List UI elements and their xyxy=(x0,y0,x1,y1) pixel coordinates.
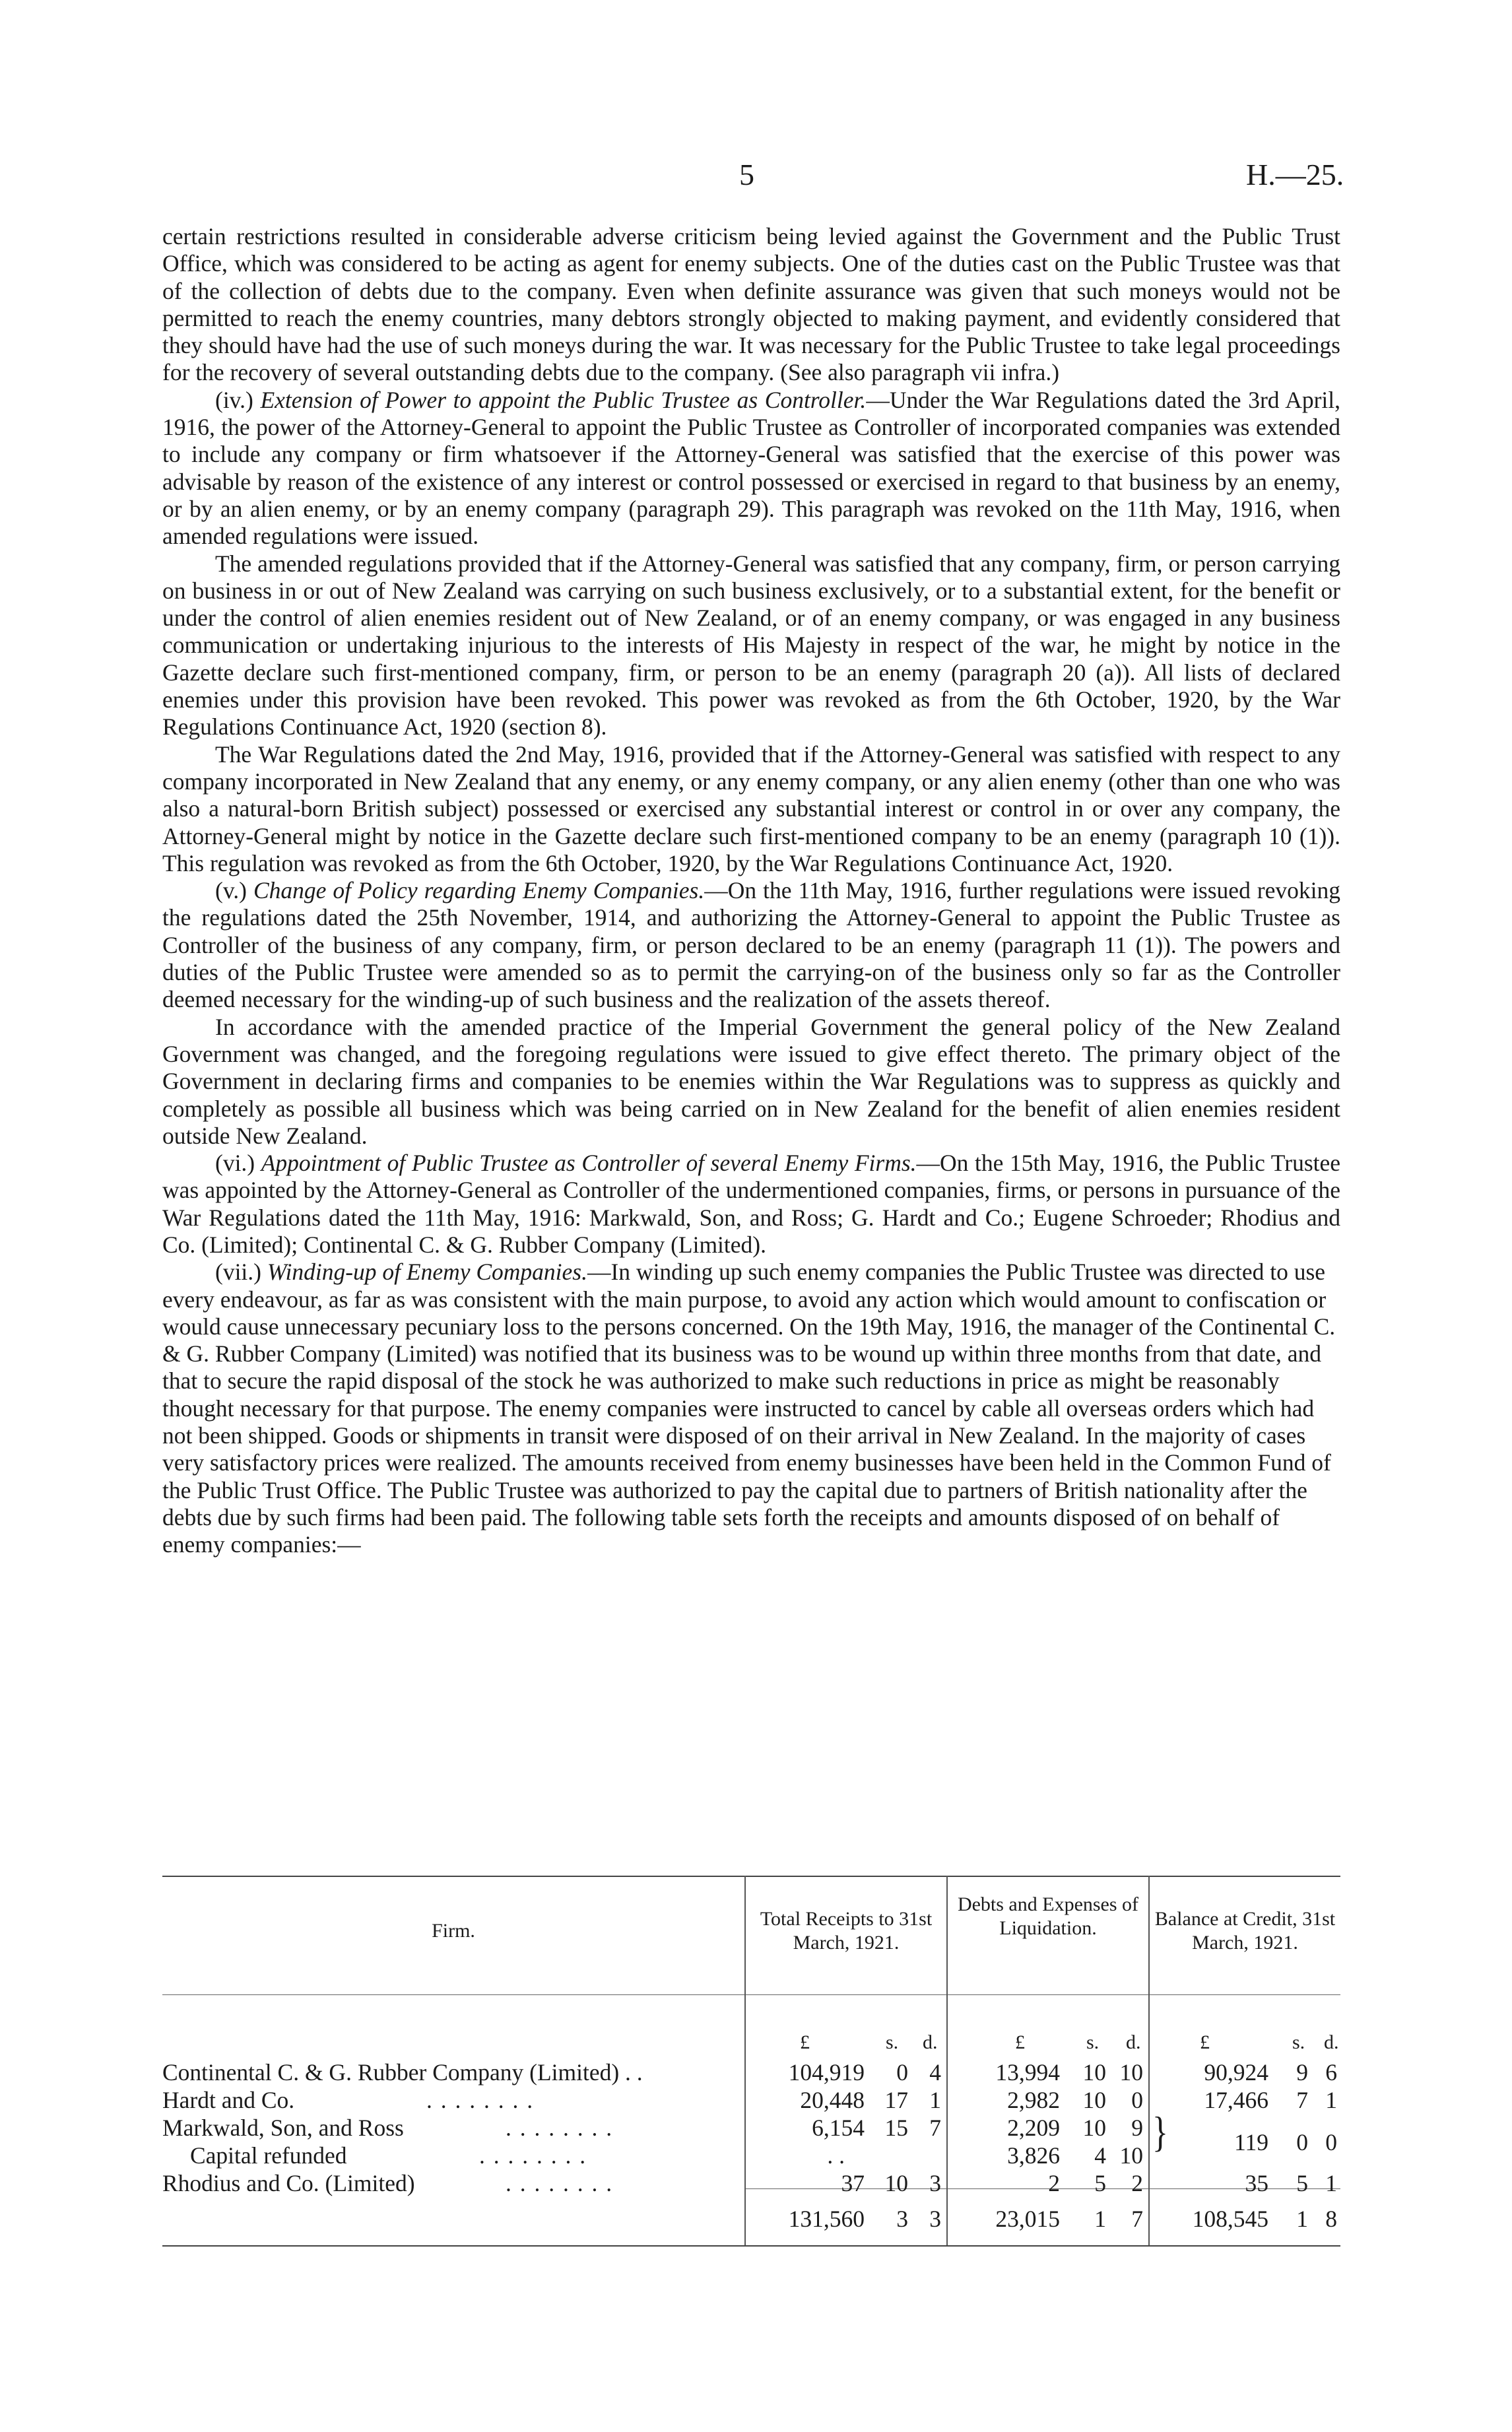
total-receipts-shillings: 3 xyxy=(896,2206,908,2232)
table-cell: 17,466 xyxy=(1204,2087,1268,2113)
table-cell: 0 xyxy=(896,2059,908,2086)
table-cell: 10 xyxy=(1082,2115,1106,2141)
unit-pound-receipts: £ xyxy=(800,2031,810,2053)
table-cell: 1 xyxy=(929,2087,941,2113)
table-cell: 5 xyxy=(1296,2170,1308,2196)
paragraph-vii: (vii.) Winding-up of Enemy Companies.—In winding up such enemy companies the Public Trustee was directed to use every endeavour, as far as was consistent with the main purpose, to avoid any action which would amount to confiscation or would cause unnecessary pecuniary loss to the persons concerned. On the 19th May, 1916, the manager of the Continental C. & G. Rubber Company (Limited) was notified that its business was to be wound up within three months from that date, and that to secure the rapid disposal of the stock he was authorized to make such reductions in price as might be reasonably thought necessary for that purpose. The enemy companies were instructed to cancel by cable all overseas orders which had not been shipped. Goods or shipments in transit were disposed of on their arrival in New Zealand. In the majority of cases very satisfactory prices were realized. The amounts received from enemy businesses have been held in the Common Fund of the Public Trust Office. The Public Trustee was authorized to pay the capital due to partners of British nationality after the debts due by such firms had been paid. The following table sets forth the receipts and amounts disposed of on behalf of enemy companies:— xyxy=(162,1259,1336,1558)
table-cell: 1 xyxy=(1325,2087,1337,2113)
table-cell: 35 xyxy=(1245,2170,1268,2196)
table-cell: 104,919 xyxy=(788,2059,865,2086)
dot-leaders: . . . . . . . . xyxy=(506,2170,614,2196)
unit-shilling-receipts: s. xyxy=(886,2031,899,2053)
table-cell: 10 xyxy=(1119,2142,1143,2169)
total-balance-pence: 8 xyxy=(1325,2206,1337,2232)
document-reference: H.—25. xyxy=(1246,158,1344,191)
table-cell: 13,994 xyxy=(995,2059,1060,2086)
table-cell: 4 xyxy=(1094,2142,1106,2169)
total-debts-pounds: 23,015 xyxy=(995,2206,1060,2232)
table-cell: 4 xyxy=(929,2059,941,2086)
table-cell: . . xyxy=(827,2142,845,2169)
table-cell: 119 xyxy=(1234,2129,1268,2155)
unit-shilling-balance: s. xyxy=(1292,2031,1305,2053)
header-debts-expenses: Debts and Expenses of Liquidation. xyxy=(957,1893,1139,1939)
unit-pence-receipts: d. xyxy=(923,2031,938,2053)
table-cell: 6,154 xyxy=(812,2115,865,2141)
table-cell: 0 xyxy=(1325,2129,1337,2155)
dot-leaders: . . . . . . . . xyxy=(506,2115,614,2141)
heading-vi: Appointment of Public Trustee as Controller of several Enemy Firms. xyxy=(261,1150,917,1177)
total-balance-shillings: 1 xyxy=(1296,2206,1308,2232)
table-cell: 10 xyxy=(884,2170,908,2196)
table-cell: 15 xyxy=(884,2115,908,2141)
unit-shilling-debts: s. xyxy=(1086,2031,1100,2053)
unit-pound-debts: £ xyxy=(1015,2031,1025,2053)
header-total-receipts: Total Receipts to 31st March, 1921. xyxy=(760,1908,933,1954)
paragraph-war-regulations: The War Regulations dated the 2nd May, 1916, provided that if the Attorney-General was satisfied with respect to any company incorporated in New Zealand that any enemy, or any enemy company, or any alien enemy (other than one who was also a natural-born British subject) possessed or exercised any substantial interest or control in or over any company, the Attorney-General might by notice in the Gazette declare such first-mentioned company to be an enemy (paragraph 10 (1)). This regulation was revoked as from the 6th October, 1920, by the War Regulations Continuance Act, 1920. xyxy=(162,740,1340,876)
body-text xyxy=(162,223,1340,1559)
firm-rhodius: Rhodius and Co. (Limited) xyxy=(162,2170,415,2196)
table-cell: 90,924 xyxy=(1204,2059,1268,2086)
total-debts-shillings: 1 xyxy=(1094,2206,1106,2232)
paragraph-1: certain restrictions resulted in considerable adverse criticism being levied against the Government and the Public Trust Office, which was considered to be acting as agent for enemy subjects. One of the duties cast on the Public Trustee was that of the collection of debts due to the company. Even when definite assurance was given that such moneys would not be permitted to reach the enemy countries, many debtors strongly objected to making payment, and evidently considered that they should have had the use of such moneys during the war. It was necessary for the Public Trustee to take legal proceedings for the recovery of several outstanding debts due to the company. (See also paragraph vii infra.) xyxy=(162,223,1340,386)
table-cell: 0 xyxy=(1296,2129,1308,2155)
firm-hardt: Hardt and Co. xyxy=(162,2087,295,2113)
table-cell: 3,826 xyxy=(1007,2142,1060,2169)
paragraph-vi: (vi.) Appointment of Public Trustee as Controller of several Enemy Firms.—On the 15th May, 1916, the Public Trustee was appointed by the Attorney-General as Controller of the undermentioned companies, firms, or persons in pursuance of the War Regulations dated the 11th May, 1916: Markwald, Son, and Ross; G. Hardt and Co.; Eugene Schroeder; Rhodius and Co. (Limited); Continental C. & G. Rubber Company (Limited). xyxy=(162,1150,1341,1258)
table-cell: 10 xyxy=(1082,2059,1106,2086)
table-cell: 6 xyxy=(1325,2059,1337,2086)
paragraph-v: (v.) Change of Policy regarding Enemy Companies.—On the 11th May, 1916, further regulations were issued revoking the regulations dated the 25th November, 1914, and authorizing the Attorney-General to appoint the Public Trustee as Controller of the business of any company, firm, or person declared to be an enemy (paragraph 11 (1)). The powers and duties of the Public Trustee were amended so as to permit the carrying-on of the business only so far as the Controller deemed necessary for the winding-up of such business and the realization of the assets thereof. xyxy=(162,877,1340,1013)
table-cell: 10 xyxy=(1119,2059,1143,2086)
table-cell: 9 xyxy=(1296,2059,1308,2086)
heading-vii: Winding-up of Enemy Companies. xyxy=(267,1259,587,1286)
paragraph-iv: (iv.) Extension of Power to appoint the Public Trustee as Controller.—Under the War Regulations dated the 3rd April, 1916, the power of the Attorney-General to appoint the Public Trustee as Controller of incorporated companies was extended to include any company or firm whatsoever if the Attorney-General was satisfied that the exercise of this power was advisable by reason of the existence of any interest or control possessed or exercised in regard to that business by an enemy, or by an alien enemy, or by an enemy company (paragraph 29). This paragraph was revoked on the 11th May, 1916, when amended regulations were issued. xyxy=(162,386,1341,550)
total-receipts-pounds: 131,560 xyxy=(788,2206,865,2232)
brace-icon: } xyxy=(1152,2107,1168,2156)
table-cell: 3 xyxy=(929,2170,941,2196)
header-balance: Balance at Credit, 31st March, 1921. xyxy=(1154,1908,1336,1954)
table-cell: 2,209 xyxy=(1007,2115,1060,2141)
dot-leaders: . . . . . . . . xyxy=(479,2142,587,2169)
table-cell: 0 xyxy=(1131,2087,1143,2113)
unit-pence-debts: d. xyxy=(1126,2031,1141,2053)
table-cell: 7 xyxy=(929,2115,941,2141)
dot-leaders: . . . . . . . . xyxy=(426,2087,535,2113)
header-firm: Firm. xyxy=(432,1920,475,1942)
heading-iv: Extension of Power to appoint the Public Trustee as Controller. xyxy=(260,386,867,413)
firm-continental: Continental C. & G. Rubber Company (Limited) . . xyxy=(162,2059,643,2086)
table-cell: 2,982 xyxy=(1007,2087,1060,2113)
unit-pound-balance: £ xyxy=(1200,2031,1210,2053)
table-cell: 20,448 xyxy=(800,2087,865,2113)
page-number: 5 xyxy=(739,158,754,191)
table-cell: 10 xyxy=(1082,2087,1106,2113)
paragraph-amended-regulations: The amended regulations provided that if the Attorney-General was satisfied that any company, firm, or person carrying on business in or out of New Zealand was carrying on such business exclusively, or to a substantial extent, for the benefit or under the control of alien enemies resident out of New Zealand, or of an enemy company, or was engaged in any business communication or undertaking injurious to the interests of His Majesty in respect of the war, he might by notice in the Gazette declare such first-mentioned company, firm, or person to be an enemy (paragraph 20 (a)). All lists of declared enemies under this provision have been revoked. This power was revoked as from the 6th October, 1920, by the War Regulations Continuance Act, 1920 (section 8). xyxy=(162,550,1340,740)
table-cell: 17 xyxy=(884,2087,908,2113)
total-debts-pence: 7 xyxy=(1131,2206,1143,2232)
table-cell: 2 xyxy=(1048,2170,1060,2196)
paragraph-imperial-practice: In accordance with the amended practice of the Imperial Government the general policy of the New Zealand Government was changed, and the foregoing regulations were issued to give effect thereto. The primary object of the Government in declaring firms and companies to be enemies within the War Regulations was to suppress as quickly and completely as possible all business which was being carried on in New Zealand for the benefit of alien enemies resident outside New Zealand. xyxy=(162,1013,1340,1149)
total-receipts-pence: 3 xyxy=(929,2206,941,2232)
firm-markwald: Markwald, Son, and Ross xyxy=(162,2115,404,2141)
table-cell: 9 xyxy=(1131,2115,1143,2141)
table-cell: 5 xyxy=(1094,2170,1106,2196)
table-cell: 1 xyxy=(1325,2170,1337,2196)
total-balance-pounds: 108,545 xyxy=(1192,2206,1268,2232)
heading-v: Change of Policy regarding Enemy Companies. xyxy=(253,877,705,904)
firm-capital-refunded: Capital refunded xyxy=(190,2142,347,2169)
table-cell: 7 xyxy=(1296,2087,1308,2113)
table-cell: 2 xyxy=(1131,2170,1143,2196)
unit-pence-balance: d. xyxy=(1324,2031,1339,2053)
table-cell: 37 xyxy=(841,2170,865,2196)
